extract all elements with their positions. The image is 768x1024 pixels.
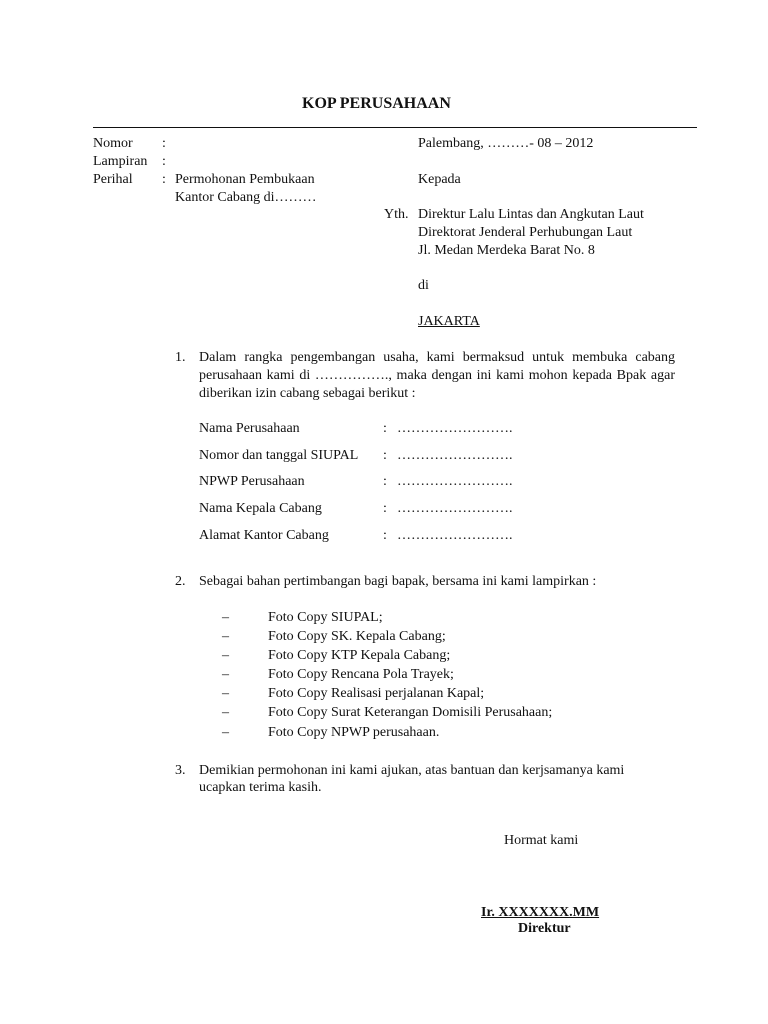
list-item: Foto Copy Realisasi perjalanan Kapal;: [268, 686, 485, 701]
field-colon: :: [383, 448, 387, 463]
list-item: Foto Copy NPWP perusahaan.: [268, 725, 440, 740]
point1-number: 1.: [175, 350, 186, 365]
list-item: Foto Copy Surat Keterangan Domisili Perusahaan;: [268, 705, 553, 720]
list-item: Foto Copy SK. Kepala Cabang;: [268, 629, 446, 644]
closing-greeting: Hormat kami: [504, 833, 579, 848]
list-bullet: –: [222, 686, 229, 701]
lampiran-colon: :: [162, 154, 166, 169]
point3-line1: Demikian permohonan ini kami ajukan, atas bantuan dan kerjsamanya kami: [199, 763, 625, 778]
field-label: Nama Perusahaan: [199, 421, 300, 436]
list-bullet: –: [222, 705, 229, 720]
field-label: Alamat Kantor Cabang: [199, 528, 329, 543]
nomor-colon: :: [162, 136, 166, 151]
recipient-line1: Direktur Lalu Lintas dan Angkutan Laut: [418, 207, 644, 222]
signatory-name: Ir. XXXXXXX.MM: [481, 905, 600, 920]
perihal-colon: :: [162, 172, 166, 187]
perihal-line2: Kantor Cabang di………: [175, 190, 317, 205]
list-bullet: –: [222, 629, 229, 644]
point2-number: 2.: [175, 574, 186, 589]
kepada-label: Kepada: [418, 172, 461, 187]
yth-label: Yth.: [384, 207, 409, 222]
di-label: di: [418, 278, 429, 293]
list-bullet: –: [222, 610, 229, 625]
letterhead-title: KOP PERUSAHAAN: [302, 95, 451, 112]
signatory-position: Direktur: [518, 921, 571, 936]
letterhead-divider: [93, 127, 697, 128]
point2-text: Sebagai bahan pertimbangan bagi bapak, bersama ini kami lampirkan :: [199, 574, 597, 589]
point3-line2: ucapkan terima kasih.: [199, 780, 322, 795]
point1-paragraph: Dalam rangka pengembangan usaha, kami bermaksud untuk membuka cabang perusahaan kami di ……………., maka dengan ini kami mohon kepada Bpak agar diberikan izin cabang sebagai berikut :: [199, 350, 675, 401]
perihal-line1: Permohonan Pembukaan: [175, 172, 315, 187]
field-colon: :: [383, 528, 387, 543]
nomor-label: Nomor: [93, 136, 133, 151]
field-value: …………………….: [397, 474, 513, 489]
list-item: Foto Copy Rencana Pola Trayek;: [268, 667, 454, 682]
place-date: Palembang, ………- 08 – 2012: [418, 136, 594, 151]
field-label: Nomor dan tanggal SIUPAL: [199, 448, 359, 463]
list-bullet: –: [222, 667, 229, 682]
list-item: Foto Copy KTP Kepala Cabang;: [268, 648, 451, 663]
lampiran-label: Lampiran: [93, 154, 148, 169]
recipient-city: JAKARTA: [418, 314, 480, 329]
field-colon: :: [383, 501, 387, 516]
list-bullet: –: [222, 648, 229, 663]
field-value: …………………….: [397, 448, 513, 463]
field-value: …………………….: [397, 501, 513, 516]
perihal-label: Perihal: [93, 172, 133, 187]
list-item: Foto Copy SIUPAL;: [268, 610, 383, 625]
field-value: …………………….: [397, 421, 513, 436]
recipient-line3: Jl. Medan Merdeka Barat No. 8: [418, 243, 595, 258]
field-label: NPWP Perusahaan: [199, 474, 305, 489]
point3-number: 3.: [175, 763, 186, 778]
field-value: …………………….: [397, 528, 513, 543]
field-label: Nama Kepala Cabang: [199, 501, 322, 516]
recipient-line2: Direktorat Jenderal Perhubungan Laut: [418, 225, 633, 240]
field-colon: :: [383, 474, 387, 489]
field-colon: :: [383, 421, 387, 436]
list-bullet: –: [222, 725, 229, 740]
